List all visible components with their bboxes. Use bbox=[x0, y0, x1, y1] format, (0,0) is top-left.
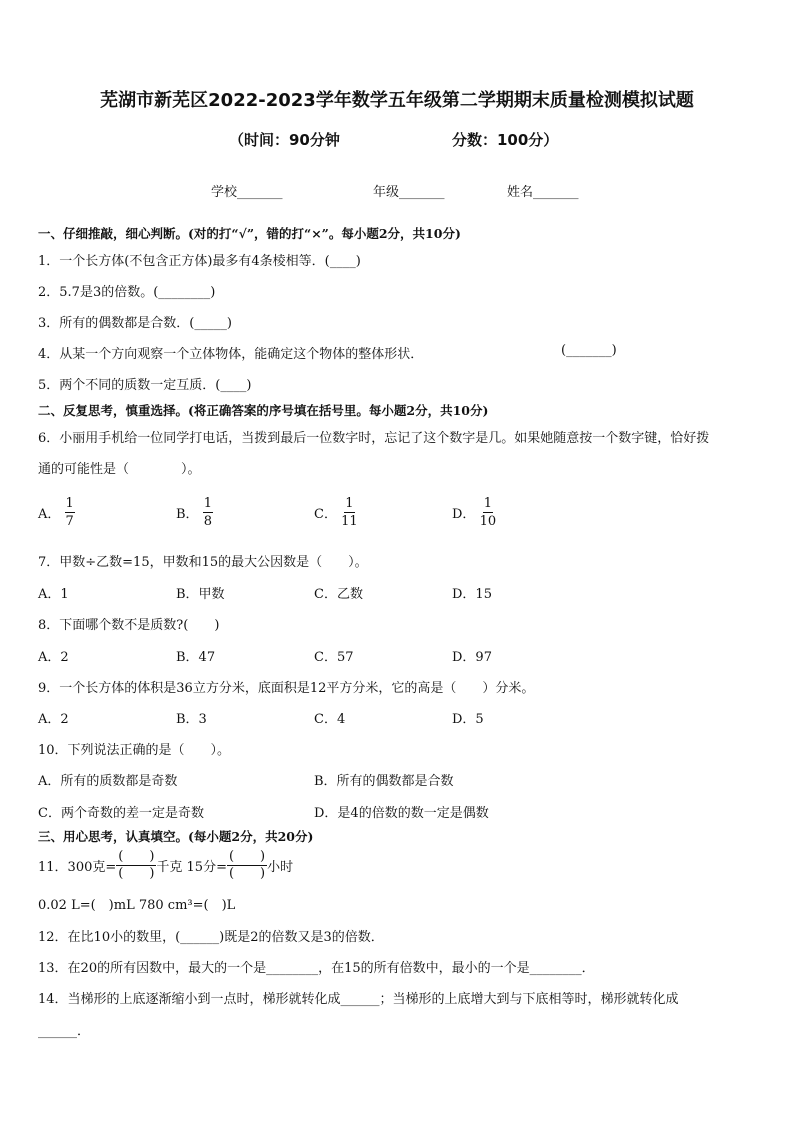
question-4-blank: (_______) bbox=[561, 343, 617, 358]
denominator: 10 bbox=[479, 514, 497, 529]
numerator: 1 bbox=[203, 496, 212, 511]
q7-option-b: B．甲数 bbox=[176, 587, 225, 602]
question-4: 4．从某一个方向观察一个立体物体，能确定这个物体的整体形状． bbox=[38, 347, 424, 362]
numerator: 1 bbox=[483, 496, 492, 511]
q6-option-c-label: C． bbox=[314, 507, 337, 522]
q9-option-d: D．5 bbox=[452, 712, 484, 727]
question-5: 5．两个不同的质数一定互质．(____) bbox=[38, 378, 252, 393]
question-11 bbox=[38, 849, 293, 882]
question-11-line2: 0.02 L=( )mL 780 cm³=( )L bbox=[38, 898, 236, 913]
exam-score: 分数：100分） bbox=[452, 131, 559, 149]
numerator: ( ) bbox=[118, 849, 155, 864]
q6-option-d bbox=[452, 495, 496, 530]
question-6-line2: 通的可能性是（ ）。 bbox=[38, 462, 201, 477]
q6-option-a-fraction bbox=[65, 495, 75, 530]
grade-field: 年级_______ bbox=[373, 185, 445, 200]
q11-text-b: 千克 15分= bbox=[156, 860, 227, 875]
question-6-line1: 6．小丽用手机给一位同学打电话，当拨到最后一位数字时，忘记了这个数字是几。如果她随意按一个数字键，恰好拨 bbox=[38, 431, 710, 446]
q6-option-d-label: D． bbox=[452, 507, 476, 522]
q10-option-a: A．所有的质数都是奇数 bbox=[38, 774, 178, 789]
denominator: 11 bbox=[341, 514, 358, 529]
question-14-line2: ______． bbox=[38, 1024, 91, 1039]
q6-option-d-fraction bbox=[480, 495, 497, 530]
q8-option-d: D．97 bbox=[452, 650, 492, 665]
q7-option-d: D．15 bbox=[452, 587, 492, 602]
q9-option-a: A．2 bbox=[38, 712, 69, 727]
q8-option-a: A．2 bbox=[38, 650, 69, 665]
q7-option-c: C．乙数 bbox=[314, 587, 363, 602]
q10-option-d: D．是4的倍数的数一定是偶数 bbox=[314, 806, 489, 821]
q8-option-b: B．47 bbox=[176, 650, 216, 665]
question-14-line1: 14．当梯形的上底逐渐缩小到一点时，梯形就转化成______；当梯形的上底增大到与下底相等时，梯形就转化成 bbox=[38, 992, 679, 1007]
q11-text-c: 小时 bbox=[267, 860, 294, 875]
denominator: ( ) bbox=[118, 866, 155, 881]
question-1: 1．一个长方体(不包含正方体)最多有4条棱相等．(____) bbox=[38, 254, 361, 269]
q11-text-a: 11．300克= bbox=[38, 860, 117, 875]
denominator: 7 bbox=[65, 514, 74, 529]
numerator: ( ) bbox=[228, 849, 266, 864]
q11-fraction-1 bbox=[116, 849, 156, 882]
section-3-heading: 三、用心思考，认真填空。(每小题2分，共20分) bbox=[38, 829, 314, 844]
question-10: 10．下列说法正确的是（ ）。 bbox=[38, 743, 231, 758]
page-title: 芜湖市新芜区2022-2023学年数学五年级第二学期期末质量检测模拟试题 bbox=[100, 90, 694, 111]
numerator: 1 bbox=[345, 496, 354, 511]
exam-time: （时间：90分钟 bbox=[229, 131, 340, 149]
q10-option-b: B．所有的偶数都是合数 bbox=[314, 774, 454, 789]
q9-option-b: B．3 bbox=[176, 712, 207, 727]
name-field: 姓名_______ bbox=[507, 185, 579, 200]
q6-option-b bbox=[176, 495, 213, 530]
denominator: 8 bbox=[203, 514, 212, 529]
q6-option-a-label: A． bbox=[38, 507, 61, 522]
question-8: 8．下面哪个数不是质数?( ) bbox=[38, 618, 220, 633]
question-9: 9．一个长方体的体积是36立方分米，底面积是12平方分米，它的高是（ ）分米。 bbox=[38, 681, 535, 696]
q6-option-a bbox=[38, 495, 75, 530]
q6-option-b-fraction bbox=[203, 495, 213, 530]
q9-option-c: C．4 bbox=[314, 712, 346, 727]
question-13: 13．在20的所有因数中，最大的一个是________，在15的所有倍数中，最小的一个是________． bbox=[38, 961, 595, 976]
section-1-heading: 一、仔细推敲，细心判断。(对的打“√”，错的打“×”。每小题2分，共10分) bbox=[38, 226, 461, 241]
denominator: ( ) bbox=[228, 866, 266, 881]
q11-fraction-2 bbox=[227, 849, 267, 882]
question-3: 3．所有的偶数都是合数．(_____) bbox=[38, 316, 232, 331]
question-2: 2．5.7是3的倍数。(________) bbox=[38, 285, 216, 300]
section-2-heading: 二、反复思考，慎重选择。(将正确答案的序号填在括号里。每小题2分，共10分) bbox=[38, 403, 489, 418]
q7-option-a: A．1 bbox=[38, 587, 69, 602]
q10-option-c: C．两个奇数的差一定是奇数 bbox=[38, 806, 204, 821]
numerator: 1 bbox=[65, 496, 74, 511]
school-field: 学校_______ bbox=[211, 185, 283, 200]
question-7: 7．甲数÷乙数=15，甲数和15的最大公因数是（ ）。 bbox=[38, 555, 368, 570]
q6-option-b-label: B． bbox=[176, 507, 199, 522]
q8-option-c: C．57 bbox=[314, 650, 354, 665]
q6-option-c-fraction bbox=[341, 495, 358, 530]
q6-option-c bbox=[314, 495, 358, 530]
question-12: 12．在比10小的数里，(______)既是2的倍数又是3的倍数． bbox=[38, 930, 384, 945]
